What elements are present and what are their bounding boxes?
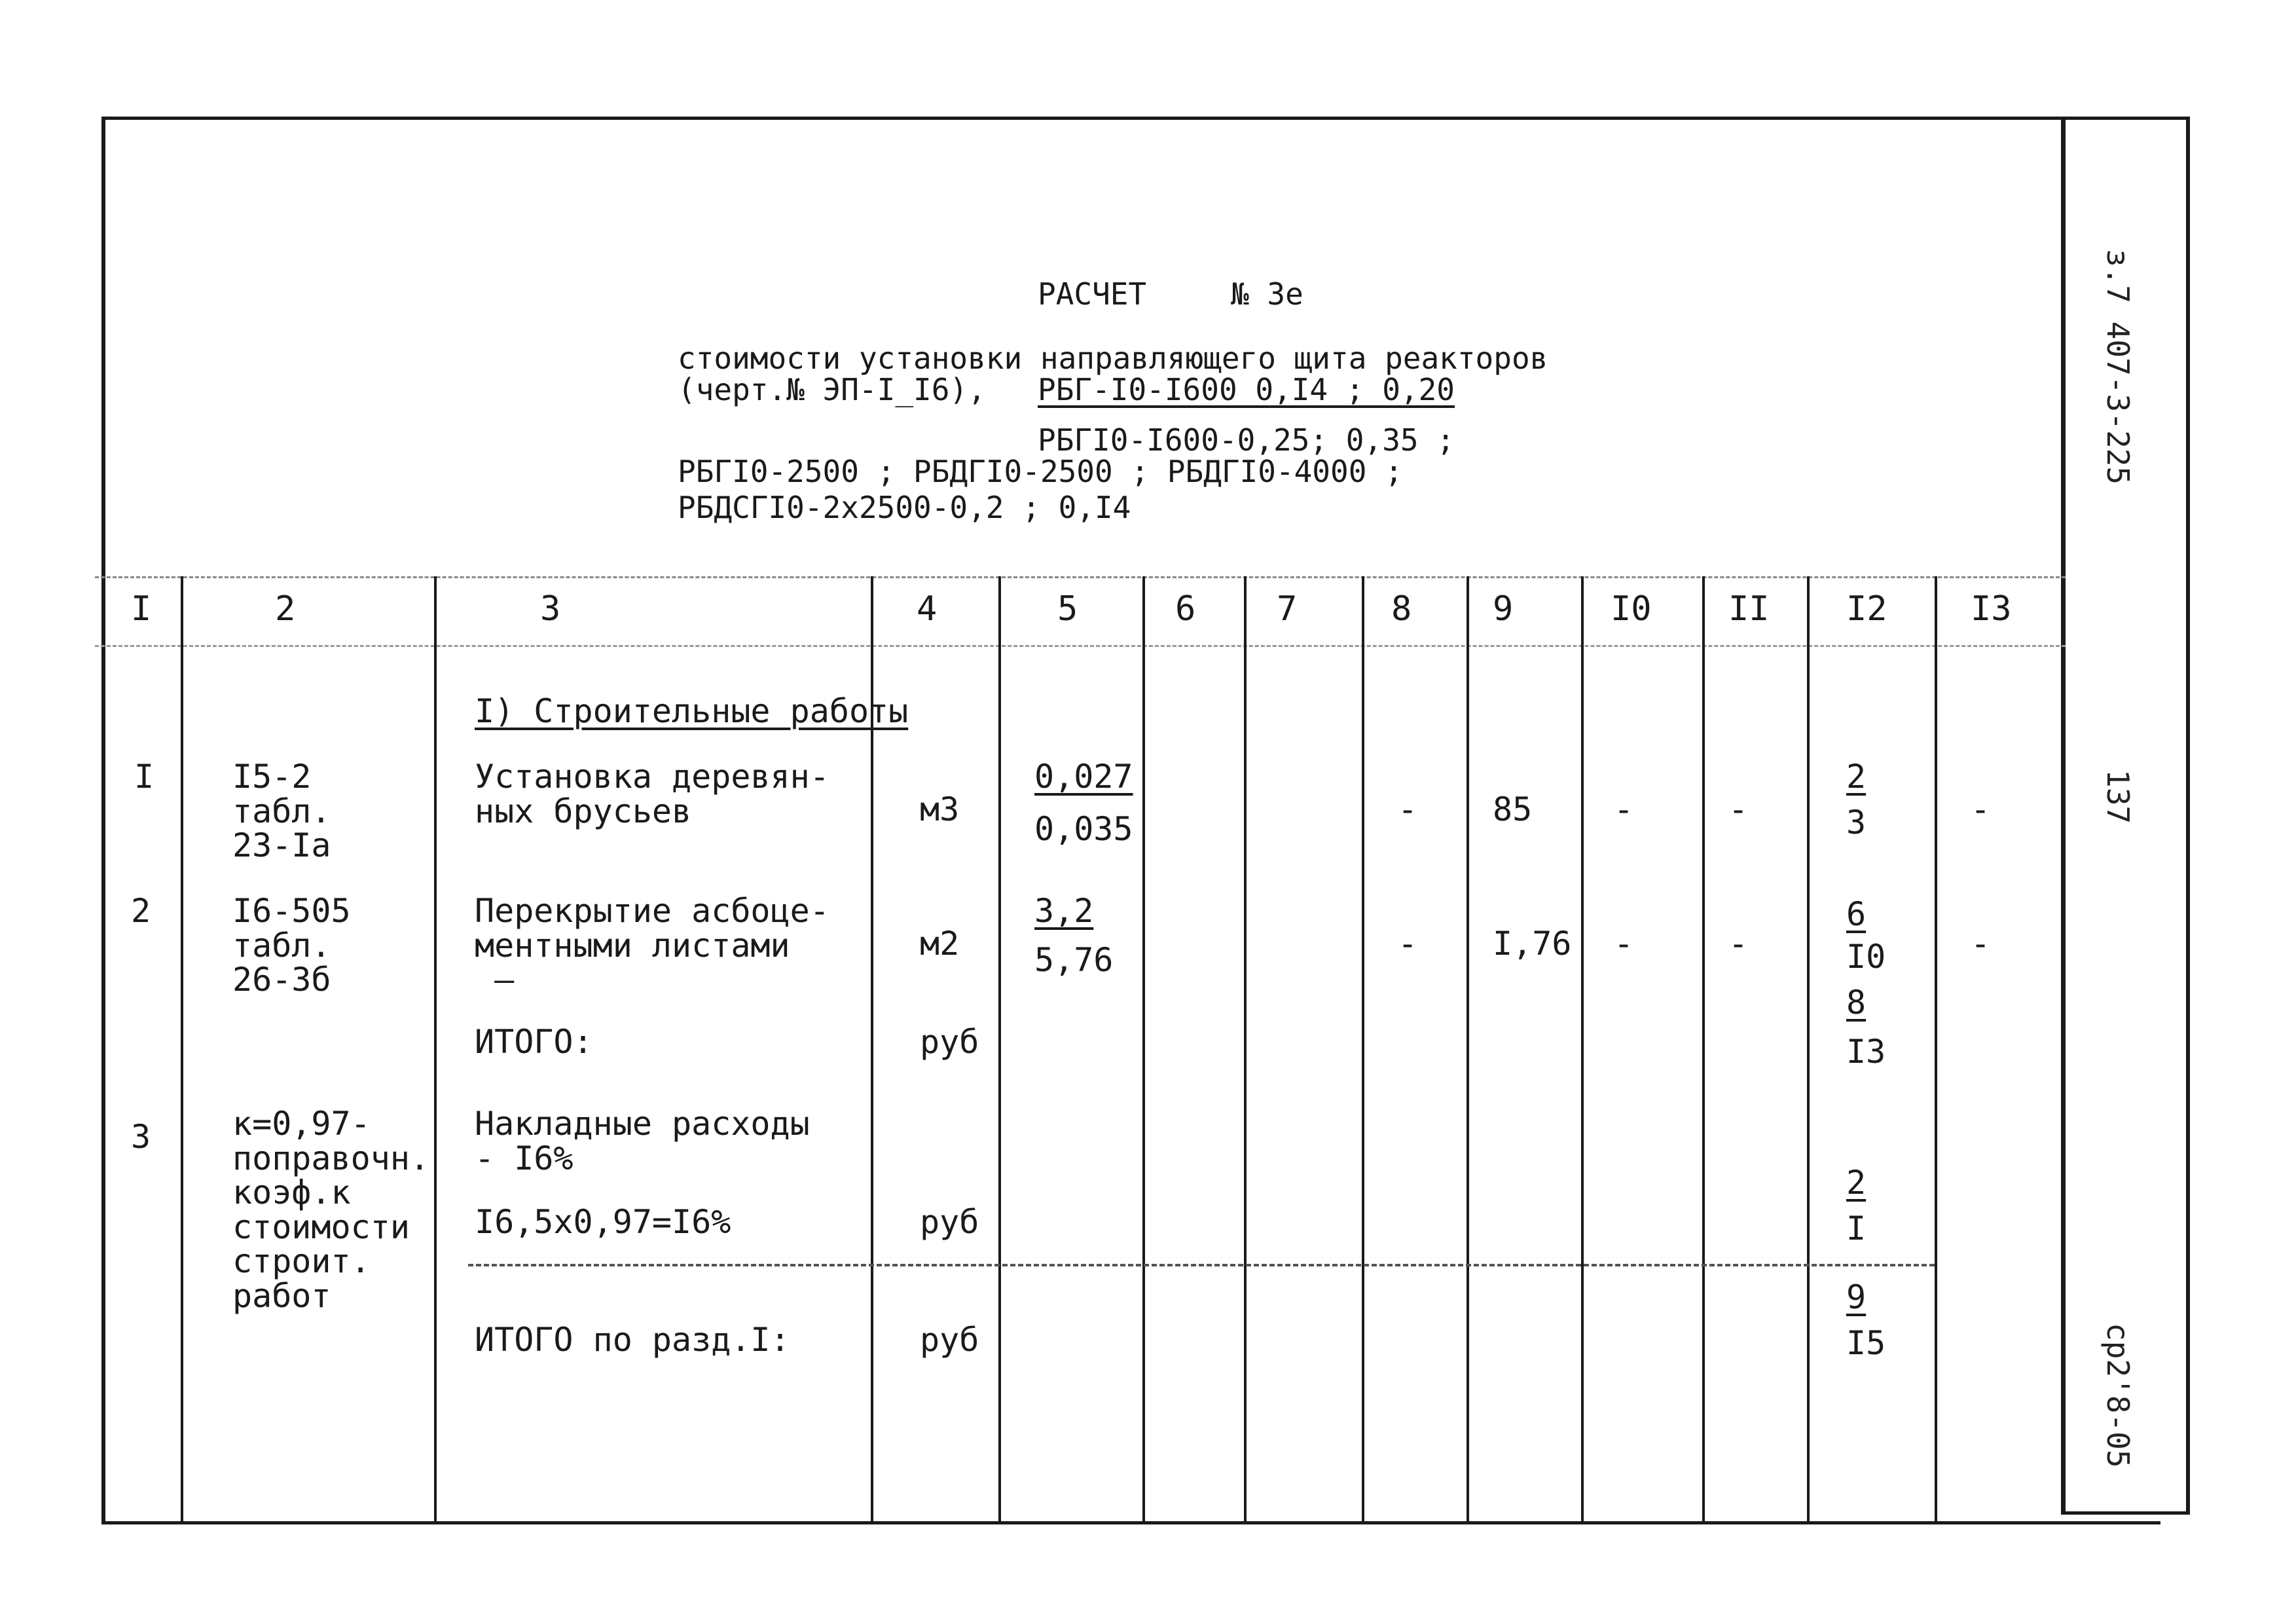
row2-col12-top: 6 xyxy=(1846,895,1867,933)
row3-code: к=0,97- поправочн. коэф.к стоимости строит. работ xyxy=(232,1105,430,1315)
row3-unit: руб xyxy=(920,1203,979,1241)
col-divider-11 xyxy=(1807,576,1810,1524)
row1-col8: - xyxy=(1398,790,1418,828)
doc-title-line4: РБГI0-2500 ; РБДГI0-2500 ; РБДГI0-4000 ; xyxy=(678,454,1403,489)
doc-title-line2b: РБГ-I0-I600 0,I4 ; 0,20 xyxy=(1038,372,1455,407)
row3-number: 3 xyxy=(131,1118,151,1156)
table-header-rule xyxy=(95,645,2066,647)
col-header-12: I2 xyxy=(1846,589,1887,629)
row1-col13: - xyxy=(1971,790,1991,828)
row1-name: Установка деревян- ных брусьев xyxy=(475,758,829,830)
row2-qty-top: 3,2 xyxy=(1034,892,1094,930)
col-header-9: 9 xyxy=(1493,589,1514,629)
subtotal-col12-top: 8 xyxy=(1846,984,1867,1022)
col-header-5: 5 xyxy=(1057,589,1078,629)
col-divider-6 xyxy=(1244,576,1247,1524)
col-divider-1 xyxy=(181,576,183,1524)
table-top-rule xyxy=(95,576,2066,578)
col-header-1: I xyxy=(131,589,152,629)
section-title: I) Строительные работы xyxy=(475,692,909,730)
row3-calc: I6,5х0,97=I6% xyxy=(475,1203,731,1241)
section-total-col12-bottom: I5 xyxy=(1846,1324,1886,1362)
col-divider-9 xyxy=(1581,576,1584,1524)
doc-title-line3: РБГI0-I600-0,25; 0,35 ; xyxy=(1038,422,1455,458)
col-header-8: 8 xyxy=(1391,589,1412,629)
col-header-6: 6 xyxy=(1175,589,1196,629)
doc-title-line5: РБДСГI0-2х2500-0,2 ; 0,I4 xyxy=(678,490,1131,525)
subtotal-label: ИТОГО: xyxy=(475,1023,593,1061)
row2-col8: - xyxy=(1398,925,1418,963)
col-header-7: 7 xyxy=(1277,589,1298,629)
doc-title-line2a: (черт.№ ЭП-I_I6), xyxy=(678,372,986,407)
row2-col11: - xyxy=(1728,925,1749,963)
row2-col13: - xyxy=(1971,925,1991,963)
doc-heading: РАСЧЕТ xyxy=(1038,276,1147,312)
row1-col10: - xyxy=(1614,790,1634,828)
row3-col12-top: 2 xyxy=(1846,1164,1867,1202)
row1-qty-bottom: 0,035 xyxy=(1034,810,1133,848)
col-header-10: I0 xyxy=(1611,589,1652,629)
row1-col11: - xyxy=(1728,790,1749,828)
row2-col10: - xyxy=(1614,925,1634,963)
col-divider-12 xyxy=(1935,576,1937,1524)
row2-qty-bottom: 5,76 xyxy=(1034,941,1114,979)
row1-unit: м3 xyxy=(920,790,960,828)
col-header-3: 3 xyxy=(540,589,561,629)
col-header-4: 4 xyxy=(917,589,938,629)
row2-col12-bottom: I0 xyxy=(1846,938,1886,976)
section-total-col12-top: 9 xyxy=(1846,1278,1867,1316)
col-divider-7 xyxy=(1362,576,1364,1524)
doc-title-line1: стоимости установки направляющего щита реакторов xyxy=(678,341,1548,376)
total-separator-rule xyxy=(468,1264,1935,1266)
section-total-unit: руб xyxy=(920,1321,979,1359)
row2-code: I6-505 табл. 26-3б xyxy=(232,892,351,999)
doc-number: № 3е xyxy=(1231,276,1303,312)
row1-col12-top: 2 xyxy=(1846,758,1867,796)
col-divider-4 xyxy=(998,576,1001,1524)
row2-number: 2 xyxy=(131,892,151,930)
row1-col12-bottom: 3 xyxy=(1846,803,1867,841)
row2-name: Перекрытие асбоце- ментными листами — xyxy=(475,892,829,999)
row1-col9: 85 xyxy=(1493,790,1533,828)
side-top-code: з.7 407-3-225 xyxy=(2100,249,2136,485)
row3-name: Накладные расходы - I6% xyxy=(475,1105,810,1177)
col-header-11: II xyxy=(1728,589,1770,629)
col-divider-5 xyxy=(1142,576,1145,1524)
row2-unit: м2 xyxy=(920,925,960,963)
subtotal-unit: руб xyxy=(920,1023,979,1061)
col-divider-10 xyxy=(1702,576,1705,1524)
row2-col9: I,76 xyxy=(1493,925,1572,963)
side-bottom-code: ср2'8-05 xyxy=(2100,1323,2136,1468)
col-header-2: 2 xyxy=(275,589,296,629)
section-total-label: ИТОГО по разд.I: xyxy=(475,1321,790,1359)
col-divider-8 xyxy=(1467,576,1469,1524)
col-divider-2 xyxy=(434,576,437,1524)
row1-code: I5-2 табл. 23-Iа xyxy=(232,758,331,864)
row1-number: I xyxy=(134,758,155,796)
row1-qty-top: 0,027 xyxy=(1034,758,1133,796)
subtotal-col12-bottom: I3 xyxy=(1846,1033,1886,1071)
row3-col12-bottom: I xyxy=(1846,1209,1867,1247)
col-header-13: I3 xyxy=(1971,589,2012,629)
side-page-number: 137 xyxy=(2100,769,2136,824)
